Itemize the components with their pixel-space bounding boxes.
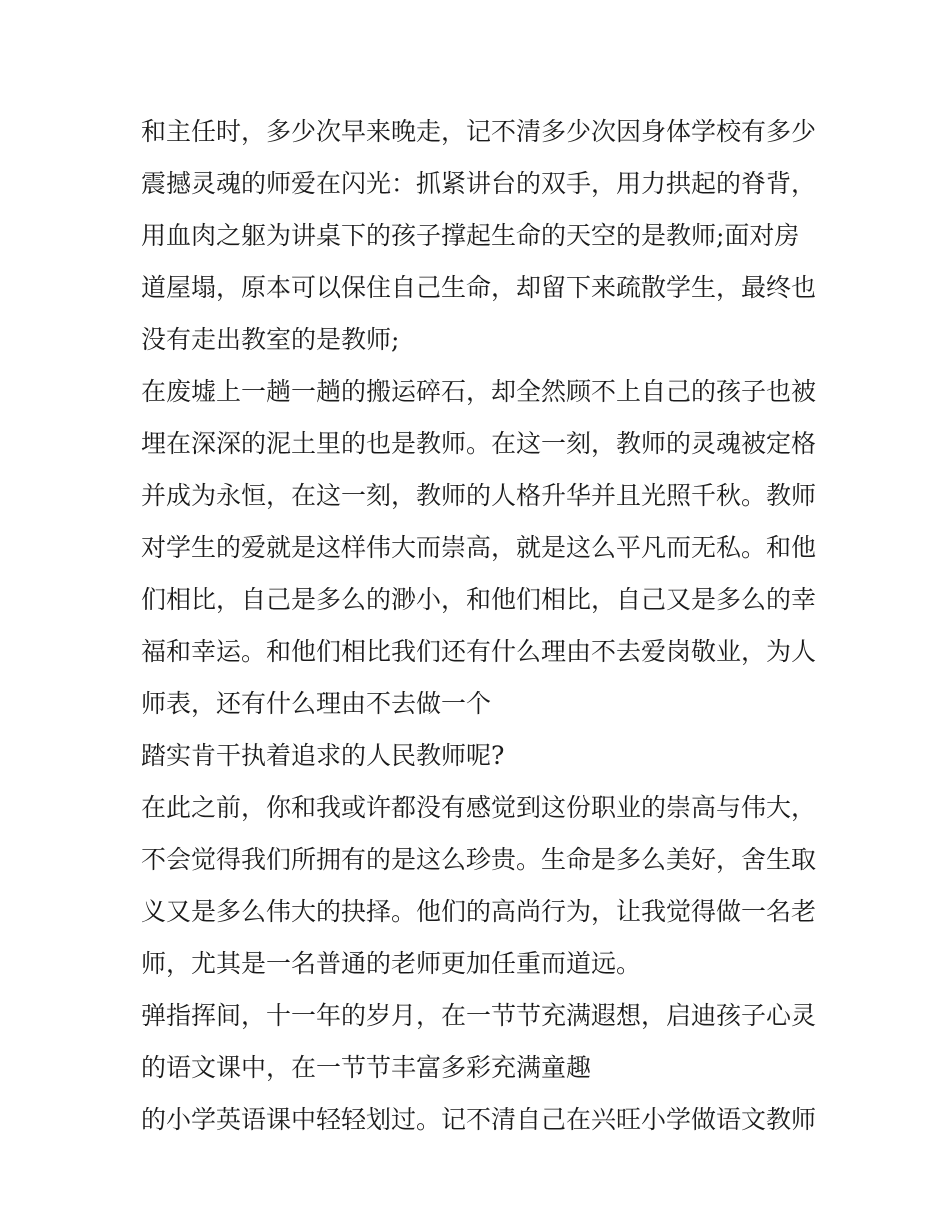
text-line: 和主任时，多少次早来晚走，记不清多少次因身体学校有多少: [141, 117, 817, 146]
text-line: 并成为永恒，在这一刻，教师的人格升华并且光照千秋。教师: [141, 481, 817, 510]
text-line: 师，尤其是一名普通的老师更加任重而道远。: [141, 949, 642, 978]
text-line: 震撼灵魂的师爱在闪光：抓紧讲台的双手，用力拱起的脊背，: [141, 169, 817, 198]
text-line: 师表，还有什么理由不去做一个: [141, 689, 492, 718]
text-line: 们相比，自己是多么的渺小，和他们相比，自己又是多么的幸: [141, 585, 817, 614]
text-line: 踏实肯干执着追求的人民教师呢?: [141, 741, 505, 770]
text-line: 对学生的爱就是这样伟大而崇高，就是这么平凡而无私。和他: [141, 533, 817, 562]
text-line: 没有走出教室的是教师;: [141, 325, 400, 354]
text-line: 的小学英语课中轻轻划过。记不清自己在兴旺小学做语文教师: [141, 1105, 817, 1134]
text-line: 用血肉之躯为讲桌下的孩子撑起生命的天空的是教师;面对房: [141, 221, 800, 250]
text-line: 弹指挥间，十一年的岁月，在一节节充满遐想，启迪孩子心灵: [141, 1001, 817, 1030]
text-line: 不会觉得我们所拥有的是这么珍贵。生命是多么美好，舍生取: [141, 845, 817, 874]
text-line: 福和幸运。和他们相比我们还有什么理由不去爱岗敬业，为人: [141, 637, 817, 666]
text-line: 义又是多么伟大的抉择。他们的高尚行为，让我觉得做一名老: [141, 897, 817, 926]
text-line: 埋在深深的泥土里的也是教师。在这一刻，教师的灵魂被定格: [141, 429, 817, 458]
text-line: 在此之前，你和我或许都没有感觉到这份职业的崇高与伟大，: [141, 793, 817, 822]
text-line: 道屋塌，原本可以保住自己生命，却留下来疏散学生，最终也: [141, 273, 817, 302]
text-line: 的语文课中，在一节节丰富多彩充满童趣: [141, 1053, 592, 1082]
document-body: [141, 106, 821, 1146]
text-line: 在废墟上一趟一趟的搬运碎石，却全然顾不上自己的孩子也被: [141, 377, 817, 406]
